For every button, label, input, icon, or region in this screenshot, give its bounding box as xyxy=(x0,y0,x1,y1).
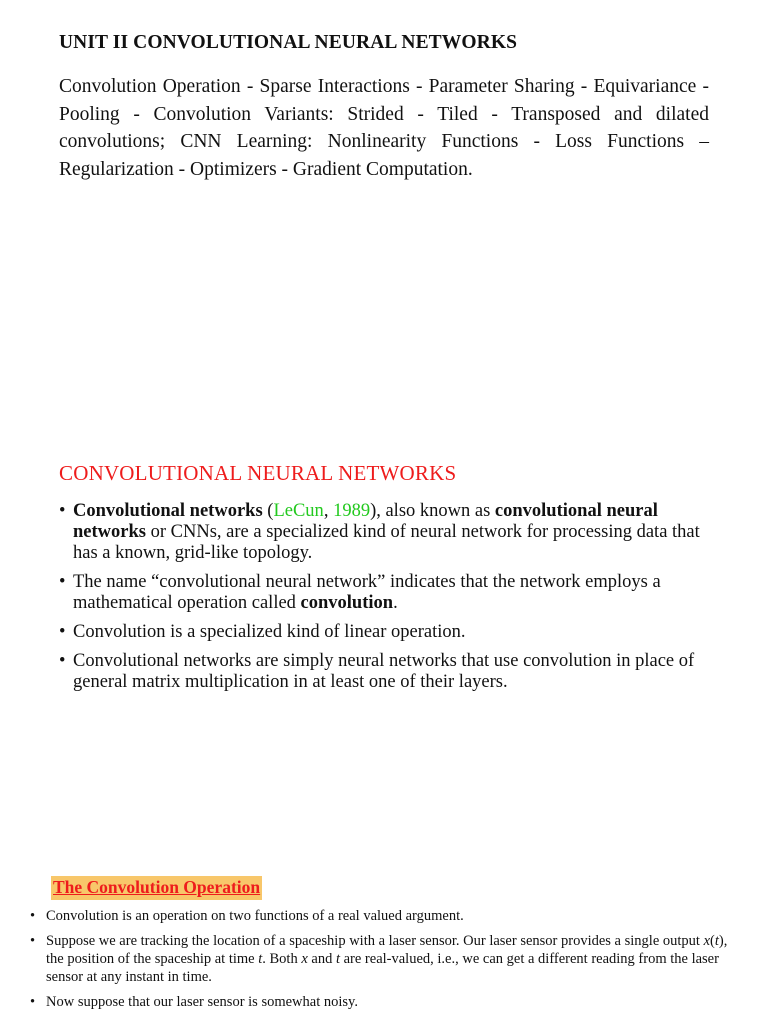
term-convolution: convolution xyxy=(300,593,394,613)
list-item: • The name “convolutional neural network” indicates that the network employs a mathematical operation called convolution. xyxy=(59,572,661,613)
list-item: • Suppose we are tracking the location of a spaceship with a laser sensor. Our laser sensor provides a single output x(t), the position of the spaceship at time t. Both x and t are real-valued, i.e., we can get a different reading from the laser sensor at any instant in time. xyxy=(30,933,728,985)
cnn-section-heading: CONVOLUTIONAL NEURAL NETWORKS xyxy=(59,461,457,485)
list-item: • Convolution is a specialized kind of linear operation. xyxy=(59,622,466,642)
citation-author-link[interactable]: LeCun xyxy=(273,501,324,521)
convolution-bullet-list xyxy=(30,907,730,1018)
bullet: • xyxy=(59,622,66,642)
bullet: • xyxy=(59,651,66,671)
unit-title: UNIT II CONVOLUTIONAL NEURAL NETWORKS xyxy=(59,32,518,53)
term-cnn: convolutional neural networks xyxy=(73,501,658,542)
bullet: • xyxy=(59,501,66,521)
cnn-bullet-list xyxy=(59,501,709,701)
citation-year-link[interactable]: 1989 xyxy=(333,501,371,521)
bullet: • xyxy=(30,994,36,1010)
term-convolutional-networks: Convolutional networks xyxy=(73,501,263,521)
bullet: • xyxy=(30,933,36,949)
list-item: • Convolutional networks are simply neural networks that use convolution in place of general matrix multiplication in at least one of their layers. xyxy=(59,651,695,692)
convolution-operation-heading: The Convolution Operation xyxy=(51,876,262,900)
bullet: • xyxy=(30,908,36,924)
bullet: • xyxy=(59,572,66,592)
list-item: • Now suppose that our laser sensor is somewhat noisy. xyxy=(30,994,358,1010)
list-item: • Convolution is an operation on two functions of a real valued argument. xyxy=(30,908,464,924)
unit-topics: Convolution Operation - Sparse Interactions - Parameter Sharing - Equivariance - Pooling - Convolution Variants: Strided - Tiled - Transposed and dilated convolutions; CNN Learning: Nonlinearity Functions - Loss Functions – Regularization - Optimizers - Gradient Computation. xyxy=(59,76,709,180)
list-item: • Convolutional networks (LeCun, 1989), also known as convolutional neural networks or CNNs, are a specialized kind of neural network for processing data that has a known, grid-like topology. xyxy=(59,501,700,563)
